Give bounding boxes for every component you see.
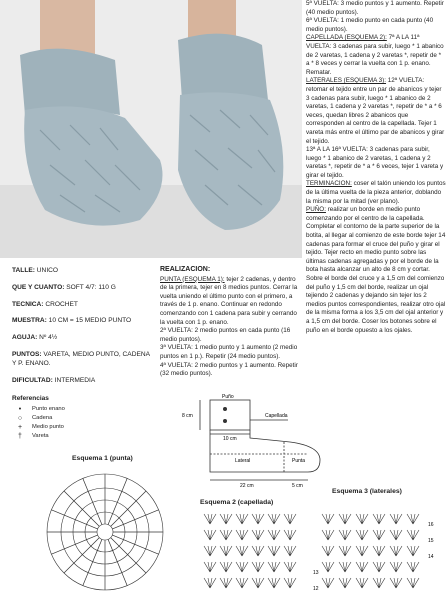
- spec-row: PUNTOS: VARETA, MEDIO PUNTO, CADENA Y P. ENANO.: [12, 350, 150, 367]
- stitch-line: [108, 539, 127, 585]
- fan-stitch: [252, 578, 264, 588]
- plan-bottom-right: 5 cm: [292, 483, 303, 489]
- mid-para: PUNTA (ESQUEMA 1): tejer 2 cadenas, y dentro de la primera, tejer en 8 medios puntos. Cerrar la vuelta uniendo el último punto con el primero, a través de 1 p. enano. Continuar en redondo comenzando con 1 cadena para subir y cerrando la vuelta con 1 p. enano.: [160, 275, 298, 326]
- fan-stitch: [339, 562, 351, 572]
- rt-para: TERMINACION: coser el talón uniendo los puntos de la última vuelta de la pieza anterior, doblando la misma por la mitad (ver plano).: [306, 180, 446, 205]
- fan-stitch: [407, 562, 419, 572]
- rt-para: LATERALES (ESQUEMA 3): 12ª VUELTA: retomar el tejido entre un par de abanicos y tejer 3 cadenas para subir, luego * 1 abanico de 2 varetas, 1 cadena y 2 varetas *, repetir de * a * 6 veces, quedan libres 2 abanicos que corresponden al centro de la capellada. Tejer 1 vareta más entre el último par de abanicos y girar el tejido.: [306, 77, 445, 145]
- row-number: 15: [428, 538, 434, 544]
- fan-stitch: [268, 514, 280, 524]
- plan-punta-label: Punta: [292, 458, 306, 464]
- fan-stitch: [284, 562, 296, 572]
- stitch-line: [83, 539, 102, 585]
- stitch-line: [51, 535, 97, 554]
- fan-stitch: [373, 514, 385, 524]
- stitch-line: [112, 535, 158, 554]
- chain-icon: ○: [17, 415, 23, 422]
- fan-stitch: [390, 514, 402, 524]
- fan-stitch: [252, 530, 264, 540]
- fan-stitch: [356, 562, 368, 572]
- fan-stitch: [236, 530, 248, 540]
- diagram-3: [310, 498, 440, 598]
- spec-row: DIFICULTAD: INTERMEDIA: [12, 376, 96, 384]
- fan-stitch: [339, 530, 351, 540]
- fan-stitch: [220, 530, 232, 540]
- fan-stitch: [390, 578, 402, 588]
- plan-height-label: 8 cm: [182, 413, 193, 419]
- stitch-line: [108, 478, 127, 524]
- rt-para: 5ª VUELTA: 3 medio puntos y 1 aumento. Repetir (40 medio puntos).: [306, 0, 444, 16]
- stitch-line: [64, 538, 99, 573]
- fan-stitch: [236, 578, 248, 588]
- fan-stitch: [373, 546, 385, 556]
- fan-stitch: [339, 546, 351, 556]
- fan-stitch: [284, 514, 296, 524]
- single-crochet-icon: +: [17, 424, 23, 431]
- legend-item: + Medio punto: [12, 423, 152, 432]
- right-column-text: [306, 0, 446, 335]
- fan-stitch: [322, 546, 334, 556]
- mid-para: 3ª VUELTA: 1 medio punto y 1 aumento (2 medio puntos en 1 p.). Repetir (24 medio puntos).: [160, 344, 298, 360]
- mid-para: 2ª VUELTA: 2 medio puntos en cada punto (16 medio puntos).: [160, 327, 291, 343]
- diagram-1: [40, 465, 170, 599]
- fan-stitch: [373, 578, 385, 588]
- row-number: 14: [428, 554, 434, 560]
- spec-row: QUE Y CUANTO: SOFT 4/7: 110 G: [12, 283, 116, 291]
- fan-stitch: [236, 514, 248, 524]
- button-icon: [223, 407, 227, 411]
- fan-stitch: [220, 578, 232, 588]
- fan-stitch: [284, 546, 296, 556]
- fan-stitch: [322, 578, 334, 588]
- rt-para: CAPELLADA (ESQUEMA 2): 7ª A LA 11ª VUELTA: 3 cadenas para subir, luego * 1 abanico de 2 varetas, 1 cadena y 2 varetas *, repetir de * a * 8 veces y cerrar la vuelta con 1 p. enano. Rematar.: [306, 34, 444, 76]
- plan-bottom-left: 22 cm: [240, 483, 254, 489]
- fan-stitch: [204, 514, 216, 524]
- fan-stitch: [236, 562, 248, 572]
- slip-stitch-icon: •: [18, 406, 22, 413]
- specs-list: [12, 266, 154, 393]
- row-number: 13: [313, 570, 319, 576]
- stitch-line: [112, 510, 158, 529]
- spec-row: MUESTRA: 10 CM = 15 MEDIO PUNTO: [12, 317, 132, 325]
- realizacion-heading: REALIZACION:: [160, 266, 211, 273]
- fan-stitch: [356, 530, 368, 540]
- fan-stitch: [322, 562, 334, 572]
- rt-para: PUÑO: realizar un borde en medio punto comenzando por el centro de la capellada. Completar el contorno de la parte superior de la botita, al llegar al comienzo de este borde tejer 14 cadenas para formar el cruce del puño y girar el tejido. Tejer recto en medio punto sobre las últimas cadenas agregadas y por el borde de la bota hasta alcanzar un alto de 8 cm y cortar. Sobre el borde del cruce y a 1,5 cm del comienzo del puño y 1,5 cm del borde, realizar un ojal tejiendo 2 cadenas y dejando sin tejer los 2 medios puntos correspondientes, realizar otro ojal de la misma forma a los 3,5 cm del ojal anterior y a 1,5 cm del borde. Coser los botones sobre el puño en el borde opuesto a los ojales.: [306, 206, 446, 334]
- slippers-photo: [0, 0, 302, 258]
- fan-stitch: [220, 546, 232, 556]
- fan-stitch: [339, 514, 351, 524]
- fan-stitch: [356, 578, 368, 588]
- button-icon: [223, 419, 227, 423]
- fan-stitch: [204, 562, 216, 572]
- row-number: 12: [313, 586, 319, 592]
- stitch-line: [83, 478, 102, 524]
- pattern-plan: [180, 394, 330, 489]
- fan-stitch: [268, 546, 280, 556]
- stitch-line: [64, 491, 99, 526]
- fan-stitch: [220, 562, 232, 572]
- fan-stitch: [373, 562, 385, 572]
- fan-stitch: [252, 514, 264, 524]
- fan-stitch: [284, 530, 296, 540]
- fan-stitch: [390, 530, 402, 540]
- fan-stitch: [322, 514, 334, 524]
- rt-para: 13ª A LA 16ª VUELTA: 3 cadenas para subir, luego * 1 abanico de 2 varetas, 1 cadena y 2 varetas *, repetir de * a * 6 veces, tejer 1 vareta y girar el tejido.: [306, 146, 444, 179]
- stitch-line: [111, 491, 146, 526]
- legend-item: • Punto enano: [12, 405, 152, 414]
- plan-side-label: Capellada: [265, 413, 288, 419]
- fan-stitch: [339, 578, 351, 588]
- fan-stitch: [236, 546, 248, 556]
- fan-stitch: [268, 530, 280, 540]
- stitch-line: [51, 510, 97, 529]
- realizacion-section: [160, 266, 302, 379]
- double-crochet-icon: †: [18, 433, 22, 440]
- fan-stitch: [268, 578, 280, 588]
- plan-width-label: 10 cm: [223, 436, 237, 442]
- spec-row: TECNICA: CROCHET: [12, 300, 78, 308]
- fan-stitch: [407, 530, 419, 540]
- fan-stitch: [252, 562, 264, 572]
- stitch-line: [111, 538, 146, 573]
- diagram-1-title: Esquema 1 (punta): [72, 455, 133, 462]
- fan-stitch: [407, 546, 419, 556]
- fan-stitch: [252, 546, 264, 556]
- fan-stitch: [204, 530, 216, 540]
- legend-item: † Vareta: [12, 432, 152, 441]
- legend-heading: Referencias: [12, 395, 49, 402]
- fan-stitch: [356, 546, 368, 556]
- fan-stitch: [390, 562, 402, 572]
- spec-row: TALLE: UNICO: [12, 267, 59, 274]
- fan-stitch: [268, 562, 280, 572]
- plan-lateral-label: Lateral: [235, 458, 251, 464]
- legend-item: ○ Cadena: [12, 414, 152, 423]
- fan-stitch: [373, 530, 385, 540]
- diagram-3-title: Esquema 3 (laterales): [332, 488, 402, 495]
- legend: [12, 394, 152, 441]
- fan-stitch: [322, 530, 334, 540]
- mid-para: 4ª VUELTA: 2 medio puntos y 1 aumento. Repetir (32 medio puntos).: [160, 361, 298, 378]
- fan-stitch: [204, 578, 216, 588]
- row-number: 16: [428, 522, 434, 528]
- fan-stitch: [220, 514, 232, 524]
- fan-stitch: [284, 578, 296, 588]
- fan-stitch: [390, 546, 402, 556]
- spec-row: AGUJA: Nº 4½: [12, 334, 58, 342]
- fan-stitch: [407, 514, 419, 524]
- plan-top-label: Puño: [222, 394, 234, 400]
- rt-para: 6ª VUELTA: 1 medio punto en cada punto (40 medio puntos).: [306, 17, 434, 33]
- fan-stitch: [204, 546, 216, 556]
- diagram-2-title: Esquema 2 (capellada): [200, 499, 274, 506]
- diagram-2: [200, 510, 300, 598]
- fan-stitch: [407, 578, 419, 588]
- fan-stitch: [356, 514, 368, 524]
